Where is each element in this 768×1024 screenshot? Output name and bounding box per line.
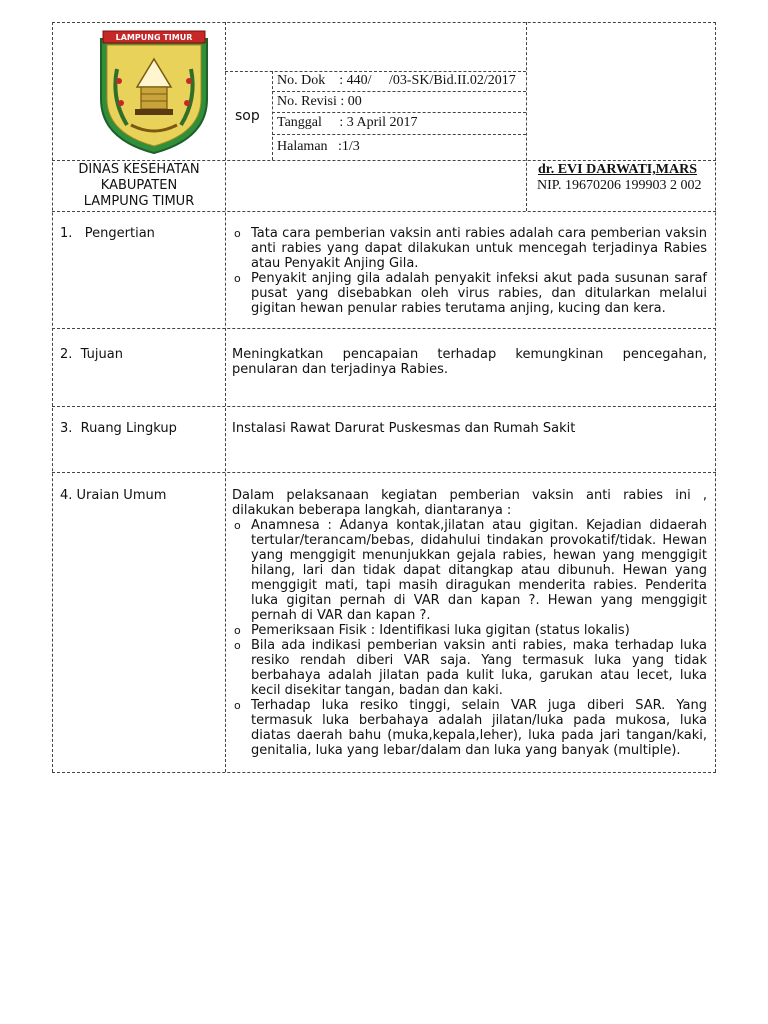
sop-label: sop [235,108,260,124]
section-label-ruang-lingkup: 3. Ruang Lingkup [60,421,177,436]
grid-line [52,160,716,161]
grid-line [52,328,716,329]
uraian-umum-intro: Dalam pelaksanaan kegiatan pemberian vaksin anti rabies ini , dilakukan beberapa langkah, diantaranya : [232,488,707,518]
agency-line: DINAS KESEHATAN [78,162,200,177]
section-label-pengertian: 1. Pengertian [60,226,155,241]
section-label-tujuan: 2. Tujuan [60,347,123,362]
list-item: o Terhadap luka resiko tinggi, selain VAR juga diberi SAR. Yang termasuk luka berbahaya adalah jilatan/luka pada mukosa, luka diatas daerah bahu (muka,kepala,leher), luka pada jari tangan/kaki, genitalia, luka yang lebar/dalam dan luka yang banyak (multiple). [232,698,707,758]
grid-line [52,406,716,407]
grid-line [225,22,226,772]
agency-line: KABUPATEN [100,178,178,193]
list-item: o Tata cara pemberian vaksin anti rabies adalah cara pemberian vaksin anti rabies yang dapat dilakukan untuk mencegah terjadinya Rabies atau Penyakit Anjing Gila. [232,226,707,271]
agency-line: LAMPUNG TIMUR [83,194,195,209]
grid-line [272,134,526,135]
grid-line [272,71,273,160]
grid-line [715,22,716,772]
no-revisi: No. Revisi : 00 [277,94,362,109]
list-item: o Anamnesa : Adanya kontak,jilatan atau gigitan. Kejadian didaerah tertular/terancam/bebas, didahului tindakan provokatif/tidak. Hewan yang menggigit menunjukkan gejala rabies, hewan yang menggigit hilang, lari dan tidak dapat ditangkap atau dibunuh. Hewan yang menggigit mati, tapi masih diragukan menderita rabies. Penderita luka gigitan pernah di VAR dan kapan ?. Hewan yang menggigit pernah di VAR dan kapan ?. [232,518,707,623]
uraian-umum-list [232,518,707,758]
section-label-uraian-umum: 4. Uraian Umum [60,488,167,503]
signer-nip: NIP. 19670206 199903 2 002 [537,178,702,193]
list-item: o Pemeriksaan Fisik : Identifikasi luka gigitan (status lokalis) [232,623,707,638]
signer-name: dr. EVI DARWATI,MARS [538,162,697,177]
tanggal: Tanggal : 3 April 2017 [277,115,418,130]
grid-line [52,472,716,473]
pengertian-list [232,226,707,316]
grid-line [52,22,716,23]
grid-line [52,22,53,772]
tujuan-text: Meningkatkan pencapaian terhadap kemungkinan pencegahan, penularan dan terjadinya Rabies. [232,347,707,377]
grid-line [225,71,526,72]
grid-line [272,112,526,113]
agency-name [53,162,225,210]
no-dok: No. Dok : 440/ /03-SK/Bid.II.02/2017 [277,73,516,88]
list-item: o Penyakit anjing gila adalah penyakit infeksi akut pada susunan saraf pusat yang disebabkan oleh virus rabies, dan ditularkan melalui gigitan hewan penular rabies terutama anjing, kucing dan kera. [232,271,707,316]
ruang-lingkup-text: Instalasi Rawat Darurat Puskesmas dan Rumah Sakit [232,421,576,436]
grid-line [526,22,527,211]
emblem-banner: LAMPUNG TIMUR [115,33,193,42]
grid-line [52,772,716,773]
list-item: o Bila ada indikasi pemberian vaksin anti rabies, maka terhadap luka resiko rendah diberi VAR saja. Yang termasuk luka yang tidak berbahaya adalah jilatan pada kulit luka, garukan atau lecet, luka kecil disekitar tangan, badan dan kaki. [232,638,707,698]
halaman: Halaman :1/3 [277,139,360,154]
grid-line [272,91,526,92]
grid-line [52,211,716,212]
lampung-timur-emblem [97,29,211,155]
